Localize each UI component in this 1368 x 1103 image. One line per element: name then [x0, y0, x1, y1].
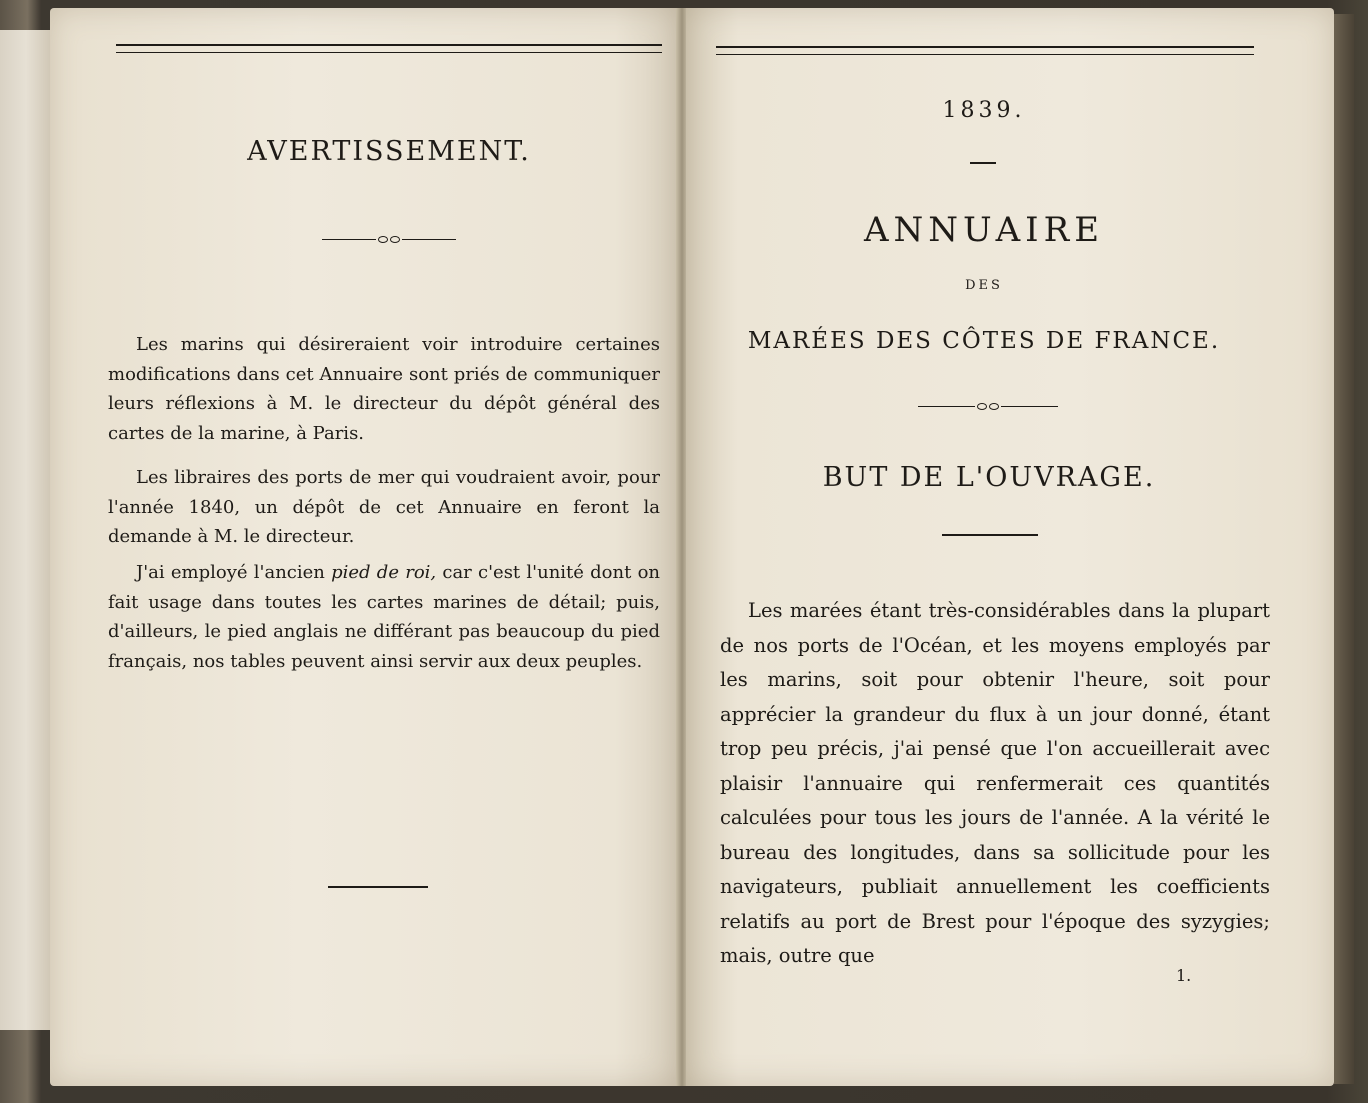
- bottom-rule: [328, 886, 428, 888]
- ornament-divider-right: [918, 401, 1058, 411]
- paragraph-1: Les marins qui désireraient voir introduire certaines modifications dans cet Annuaire sont priés de communiquer leurs réflexions à M. le directeur du dépôt général des cartes de la marine, à Paris.: [108, 334, 660, 444]
- annuaire-title: ANNUAIRE: [863, 210, 1105, 250]
- top-double-rule-right: [716, 46, 1254, 55]
- year-label: 1839.: [942, 98, 1026, 123]
- right-page: [686, 8, 1334, 1086]
- italic-pied-de-roi: pied de roi,: [331, 562, 437, 583]
- left-cover-edge: [0, 30, 52, 1030]
- right-cover-edge: [1334, 14, 1354, 1084]
- section-rule: [942, 534, 1038, 536]
- but-de-louvrage-heading: BUT DE L'OUVRAGE.: [822, 462, 1156, 493]
- top-double-rule: [116, 44, 662, 53]
- body-paragraph: Les marées étant très-considérables dans la plupart de nos ports de l'Océan, et les moyens employés par les marins, soit pour obtenir l'heure, soit pour apprécier la grandeur du flux à un jour donné, étant trop peu précis, j'ai pensé que l'on accueillerait avec plaisir l'annuaire qui renfermerait ces quantités calculées pour tous les jours de l'année. A la vérité le bureau des longitudes, dans sa sollicitude pour les navigateurs, publiait annuellement les coefficients relatifs au port de Brest pour l'époque des syzygies; mais, outre que: [720, 599, 1270, 967]
- avertissement-heading: AVERTISSEMENT.: [247, 136, 531, 167]
- paragraph-3: J'ai employé l'ancien pied de roi, car c'est l'unité dont on fait usage dans toutes les cartes marines de détail; puis, d'ailleurs, le pied anglais ne différant pas beaucoup du pied français, nos tables peuvent ainsi servir aux deux peuples.: [108, 562, 661, 672]
- left-page: [50, 8, 678, 1086]
- page-number: 1.: [1176, 966, 1192, 985]
- short-dash-rule: [970, 162, 996, 164]
- des-label: DES: [965, 278, 1003, 293]
- marees-subtitle: MARÉES DES CÔTES DE FRANCE.: [747, 328, 1221, 354]
- paragraph-2: Les libraires des ports de mer qui voudraient avoir, pour l'année 1840, un dépôt de cet Annuaire en feront la demande à M. le directeur.: [108, 467, 660, 547]
- ornament-divider: [322, 234, 456, 244]
